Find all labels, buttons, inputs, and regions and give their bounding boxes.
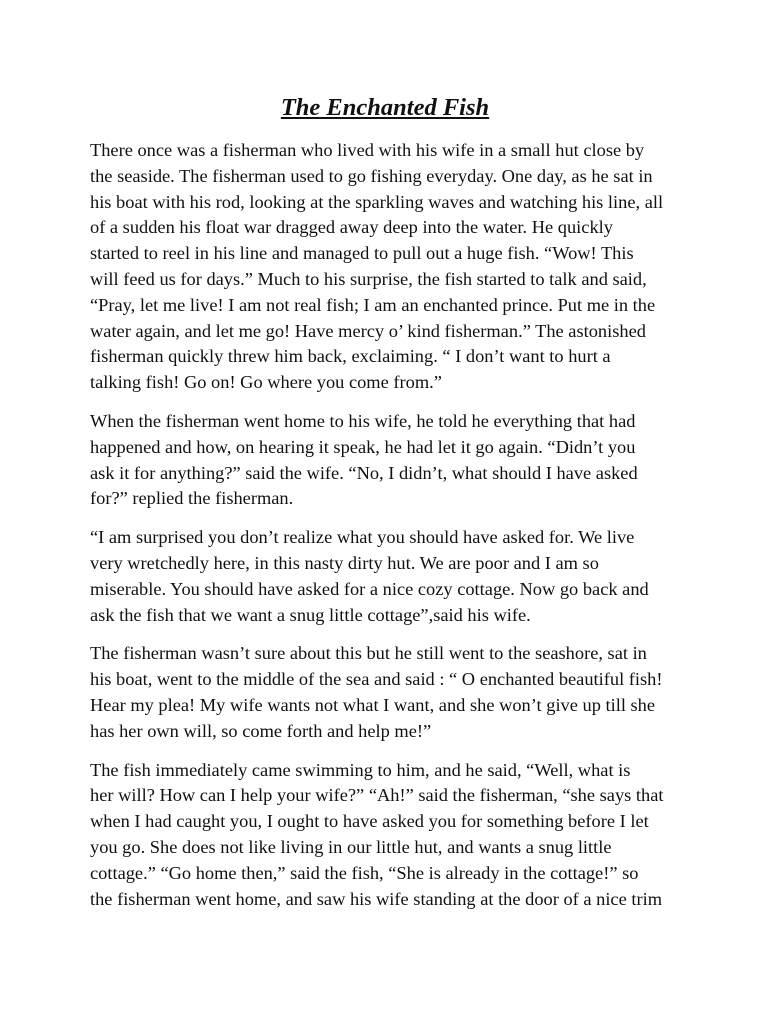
story-paragraph — [90, 138, 680, 396]
text-line: her will? How can I help your wife?” “Ah!” said the fisherman, “she says that — [90, 785, 664, 806]
text-line: has her own will, so come forth and help me!” — [90, 720, 432, 741]
text-line: water again, and let me go! Have mercy o’ kind fisherman.” The astonished — [90, 320, 646, 341]
text-line: when I had caught you, I ought to have asked you for something before I let — [90, 811, 649, 832]
text-line: miserable. You should have asked for a nice cozy cottage. Now go back and — [90, 578, 649, 599]
text-line: talking fish! Go on! Go where you come from.” — [90, 372, 442, 393]
story-paragraph — [90, 525, 680, 628]
text-line: The fish immediately came swimming to him, and he said, “Well, what is — [90, 759, 631, 780]
text-line: The fisherman wasn’t sure about this but he still went to the seashore, sat in — [90, 643, 647, 664]
text-line: you go. She does not like living in our little hut, and wants a snug little — [90, 836, 612, 857]
story-paragraph — [90, 409, 680, 512]
text-line: happened and how, on hearing it speak, he had let it go again. “Didn’t you — [90, 436, 636, 457]
text-line: There once was a fisherman who lived with his wife in a small hut close by — [90, 140, 645, 160]
text-line: of a sudden his float war dragged away deep into the water. He quickly — [90, 217, 613, 238]
text-line: his boat with his rod, looking at the sparkling waves and watching his line, all — [90, 191, 664, 212]
text-line: “Pray, let me live! I am not real fish; I am an enchanted prince. Put me in the — [90, 294, 656, 315]
text-line: cottage.” “Go home then,” said the fish, “She is already in the cottage!” so — [90, 862, 639, 883]
text-line: ask the fish that we want a snug little cottage”,said his wife. — [90, 604, 531, 625]
story-paragraph — [90, 641, 680, 744]
text-line: started to reel in his line and managed to pull out a huge fish. “Wow! This — [90, 243, 634, 264]
text-line: When the fisherman went home to his wife, he told he everything that had — [90, 410, 636, 431]
text-line: Hear my plea! My wife wants not what I want, and she won’t give up till she — [90, 694, 656, 715]
text-line: the seaside. The fisherman used to go fishing everyday. One day, as he sat in — [90, 165, 653, 186]
text-line: very wretchedly here, in this nasty dirty hut. We are poor and I am so — [90, 552, 599, 573]
text-line: his boat, went to the middle of the sea and said : “ O enchanted beautiful fish! — [90, 669, 663, 690]
story-title: The Enchanted Fish — [280, 94, 490, 121]
text-line: the fisherman went home, and saw his wife standing at the door of a nice trim — [90, 888, 662, 909]
text-line: for?” replied the fisherman. — [90, 488, 294, 509]
story-body — [90, 138, 680, 912]
text-line: “I am surprised you don’t realize what you should have asked for. We live — [90, 527, 635, 548]
text-line: fisherman quickly threw him back, exclaiming. “ I don’t want to hurt a — [90, 346, 611, 367]
story-paragraph — [90, 758, 680, 913]
text-line: ask it for anything?” said the wife. “No, I didn’t, what should I have asked — [90, 462, 638, 483]
text-line: will feed us for days.” Much to his surprise, the fish started to talk and said, — [90, 268, 647, 289]
